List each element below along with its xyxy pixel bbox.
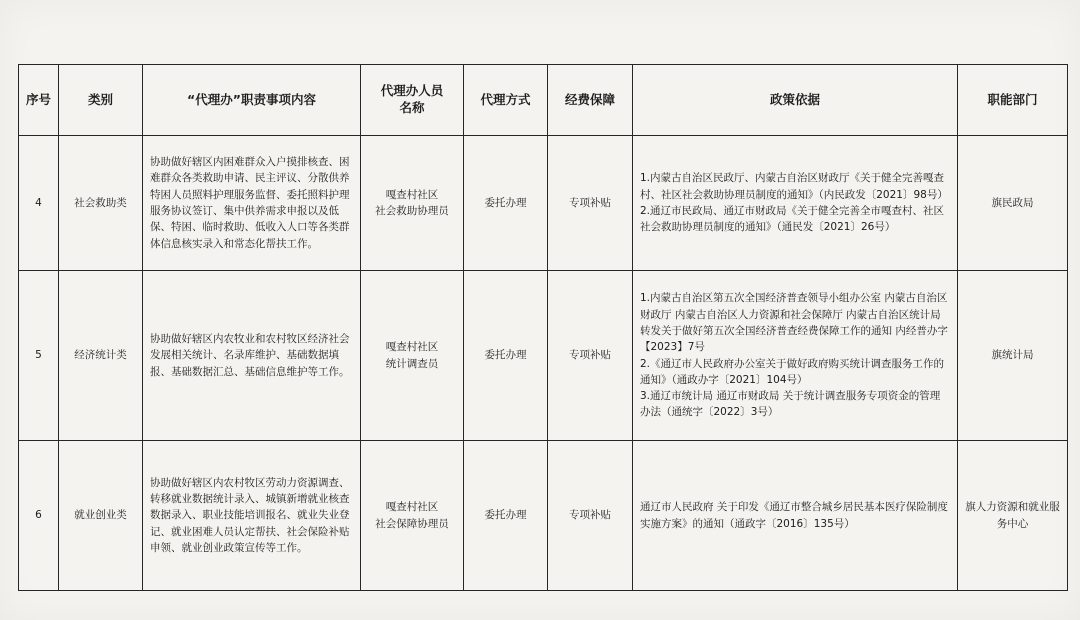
header-policy-basis: 政策依据: [633, 65, 958, 136]
row-policy: 1.内蒙古自治区第五次全国经济普查领导小组办公室 内蒙古自治区财政厅 内蒙古自治区人力资源和社会保障厅 内蒙古自治区统计局转发关于做好第五次全国经济普查经费保障工作的通知 内经普办字【2023】7号 2.《通辽市人民政府办公室关于做好政府购买统计调查服务工作的通知》（通政办字〔2021〕104号） 3.通辽市统计局 通辽市财政局 关于统计调查服务专项资金的管理办法（通统字〔2022〕3号）: [633, 271, 958, 441]
duty-table: [18, 64, 1068, 591]
header-personnel-name: [361, 65, 464, 136]
row-duty-content: 协助做好辖区内困难群众入户摸排核查、困难群众各类救助申请、民主评议、分散供养特困人员照料护理服务监督、委托照料护理服务协议签订、集中供养需求申报以及低保、特困、临时救助、低收入人口等各类群体信息核实录入和常态化帮扶工作。: [143, 136, 361, 271]
row-department: 旗统计局: [958, 271, 1068, 441]
row-policy: 1.内蒙古自治区民政厅、内蒙古自治区财政厅《关于健全完善嘎查村、社区社会救助协理员制度的通知》（内民政发〔2021〕98号） 2.通辽市民政局、通辽市财政局《关于健全完善全市嘎查村、社区社会救助协理员制度的通知》（通民发〔2021〕26号）: [633, 136, 958, 271]
row-funding: 专项补贴: [548, 136, 633, 271]
row-duty-content: 协助做好辖区内农村牧区劳动力资源调查、转移就业数据统计录入、城镇新增就业核查数据录入、职业技能培训报名、就业失业登记、就业困难人员认定帮扶、社会保险补贴申领、就业创业政策宣传等工作。: [143, 441, 361, 591]
row-serial-number: 4: [19, 136, 59, 271]
header-personnel-name-text: 代理办人员名称: [380, 83, 444, 115]
row-policy: 通辽市人民政府 关于印发《通辽市整合城乡居民基本医疗保险制度实施方案》的通知（通政字〔2016〕135号）: [633, 441, 958, 591]
table-row: [19, 271, 1068, 441]
row-duty-content: 协助做好辖区内农牧业和农村牧区经济社会发展相关统计、名录库维护、基础数据填报、基础数据汇总、基础信息维护等工作。: [143, 271, 361, 441]
row-category: 社会救助类: [59, 136, 143, 271]
table-row: [19, 441, 1068, 591]
row-category: 经济统计类: [59, 271, 143, 441]
row-serial-number: 5: [19, 271, 59, 441]
header-agency-method: 代理方式: [464, 65, 548, 136]
header-funding: 经费保障: [548, 65, 633, 136]
row-personnel: 嘎查村社区 社会保障协理员: [361, 441, 464, 591]
row-serial-number: 6: [19, 441, 59, 591]
table-header-row: [19, 65, 1068, 136]
header-duty-content: “代理办”职责事项内容: [143, 65, 361, 136]
table-row: [19, 136, 1068, 271]
row-department: 旗民政局: [958, 136, 1068, 271]
header-category: 类别: [59, 65, 143, 136]
row-method: 委托办理: [464, 441, 548, 591]
row-method: 委托办理: [464, 271, 548, 441]
row-method: 委托办理: [464, 136, 548, 271]
row-category: 就业创业类: [59, 441, 143, 591]
row-personnel: 嘎查村社区 社会救助协理员: [361, 136, 464, 271]
row-funding: 专项补贴: [548, 441, 633, 591]
header-serial-number: 序号: [19, 65, 59, 136]
row-funding: 专项补贴: [548, 271, 633, 441]
row-personnel: 嘎查村社区 统计调查员: [361, 271, 464, 441]
row-department: 旗人力资源和就业服务中心: [958, 441, 1068, 591]
header-department: 职能部门: [958, 65, 1068, 136]
